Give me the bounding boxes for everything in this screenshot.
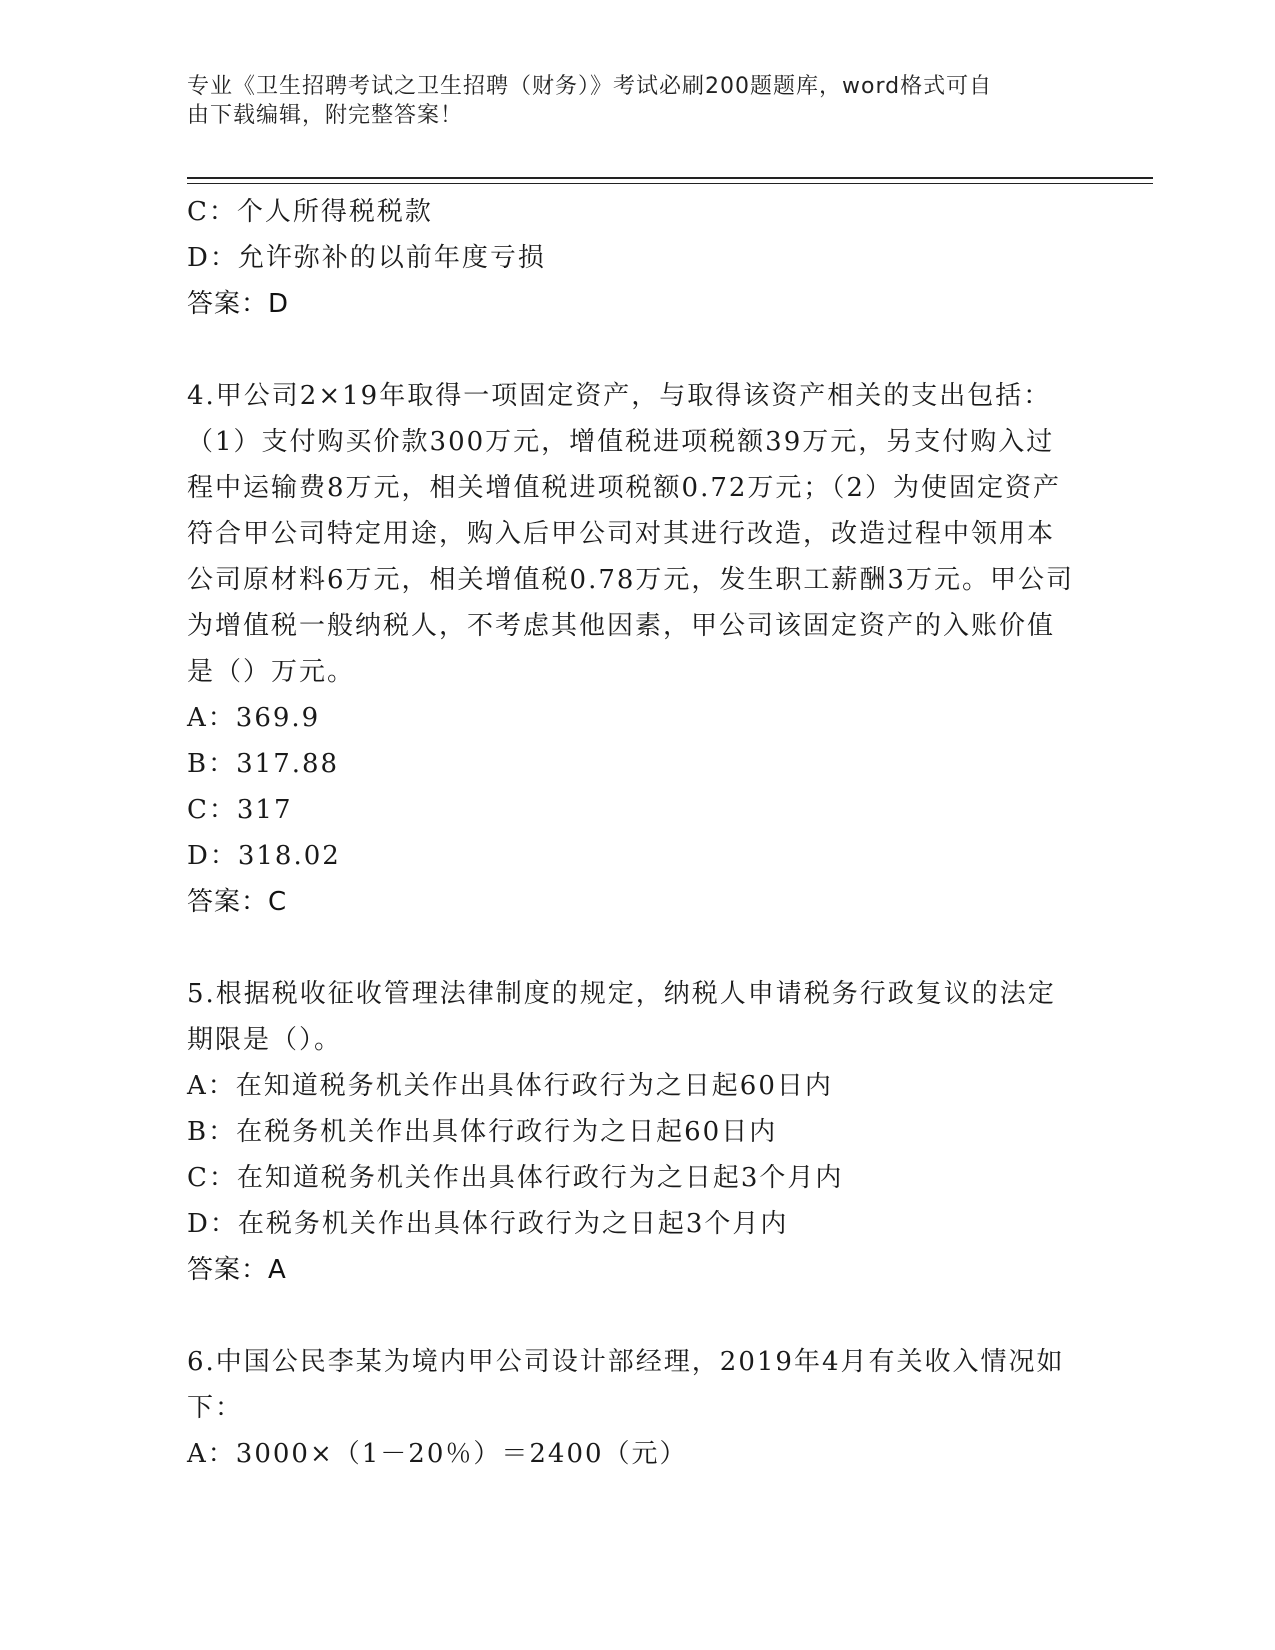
header-rule-thick [187, 177, 1153, 179]
q3-option-d: D：允许弥补的以前年度亏损 [187, 243, 546, 273]
q5-option-d: D：在税务机关作出具体行政行为之日起3个月内 [187, 1209, 789, 1239]
spacer [187, 925, 1087, 971]
q6-option-a: A：3000×（1－20％）＝2400（元） [187, 1439, 688, 1469]
q4-option-c: C：317 [187, 795, 293, 825]
q4-option-a: A：369.9 [187, 703, 321, 733]
spacer [187, 327, 1087, 373]
header-rule-thin [187, 183, 1153, 184]
q5-option-c: C：在知道税务机关作出具体行政行为之日起3个月内 [187, 1163, 844, 1193]
spacer [187, 1293, 1087, 1339]
q5-answer: 答案：A [187, 1255, 287, 1285]
q6-stem: 6.中国公民李某为境内甲公司设计部经理，2019年4月有关收入情况如下： [187, 1347, 1065, 1423]
document-header [187, 72, 1067, 130]
q4-answer: 答案：C [187, 887, 288, 917]
q3-option-c: C：个人所得税税款 [187, 197, 433, 227]
q4-option-d: D：318.02 [187, 841, 341, 871]
question-content [187, 189, 1087, 1477]
q4-stem: 4.甲公司2×19年取得一项固定资产，与取得该资产相关的支出包括：（1）支付购买价款300万元，增值税进项税额39万元，另支付购入过程中运输费8万元，相关增值税进项税额0.72万元；（2）为使固定资产符合甲公司特定用途，购入后甲公司对其进行改造，改造过程中领用本公司原材料6万元，相关增值税0.78万元，发生职工薪酬3万元。甲公司为增值税一般纳税人，不考虑其他因素，甲公司该固定资产的入账价值是（）万元。 [187, 381, 1074, 687]
header-title-line-2: 由下载编辑，附完整答案！ [187, 103, 464, 128]
q4-option-b: B：317.88 [187, 749, 340, 779]
q3-answer: 答案：D [187, 289, 290, 319]
q5-stem: 5.根据税收征收管理法律制度的规定，纳税人申请税务行政复议的法定期限是（）。 [187, 979, 1056, 1055]
q5-option-b: B：在税务机关作出具体行政行为之日起60日内 [187, 1117, 778, 1147]
q5-option-a: A：在知道税务机关作出具体行政行为之日起60日内 [187, 1071, 833, 1101]
header-title-line-1: 专业《卫生招聘考试之卫生招聘（财务）》考试必刷200题题库，word格式可自 [187, 74, 993, 99]
